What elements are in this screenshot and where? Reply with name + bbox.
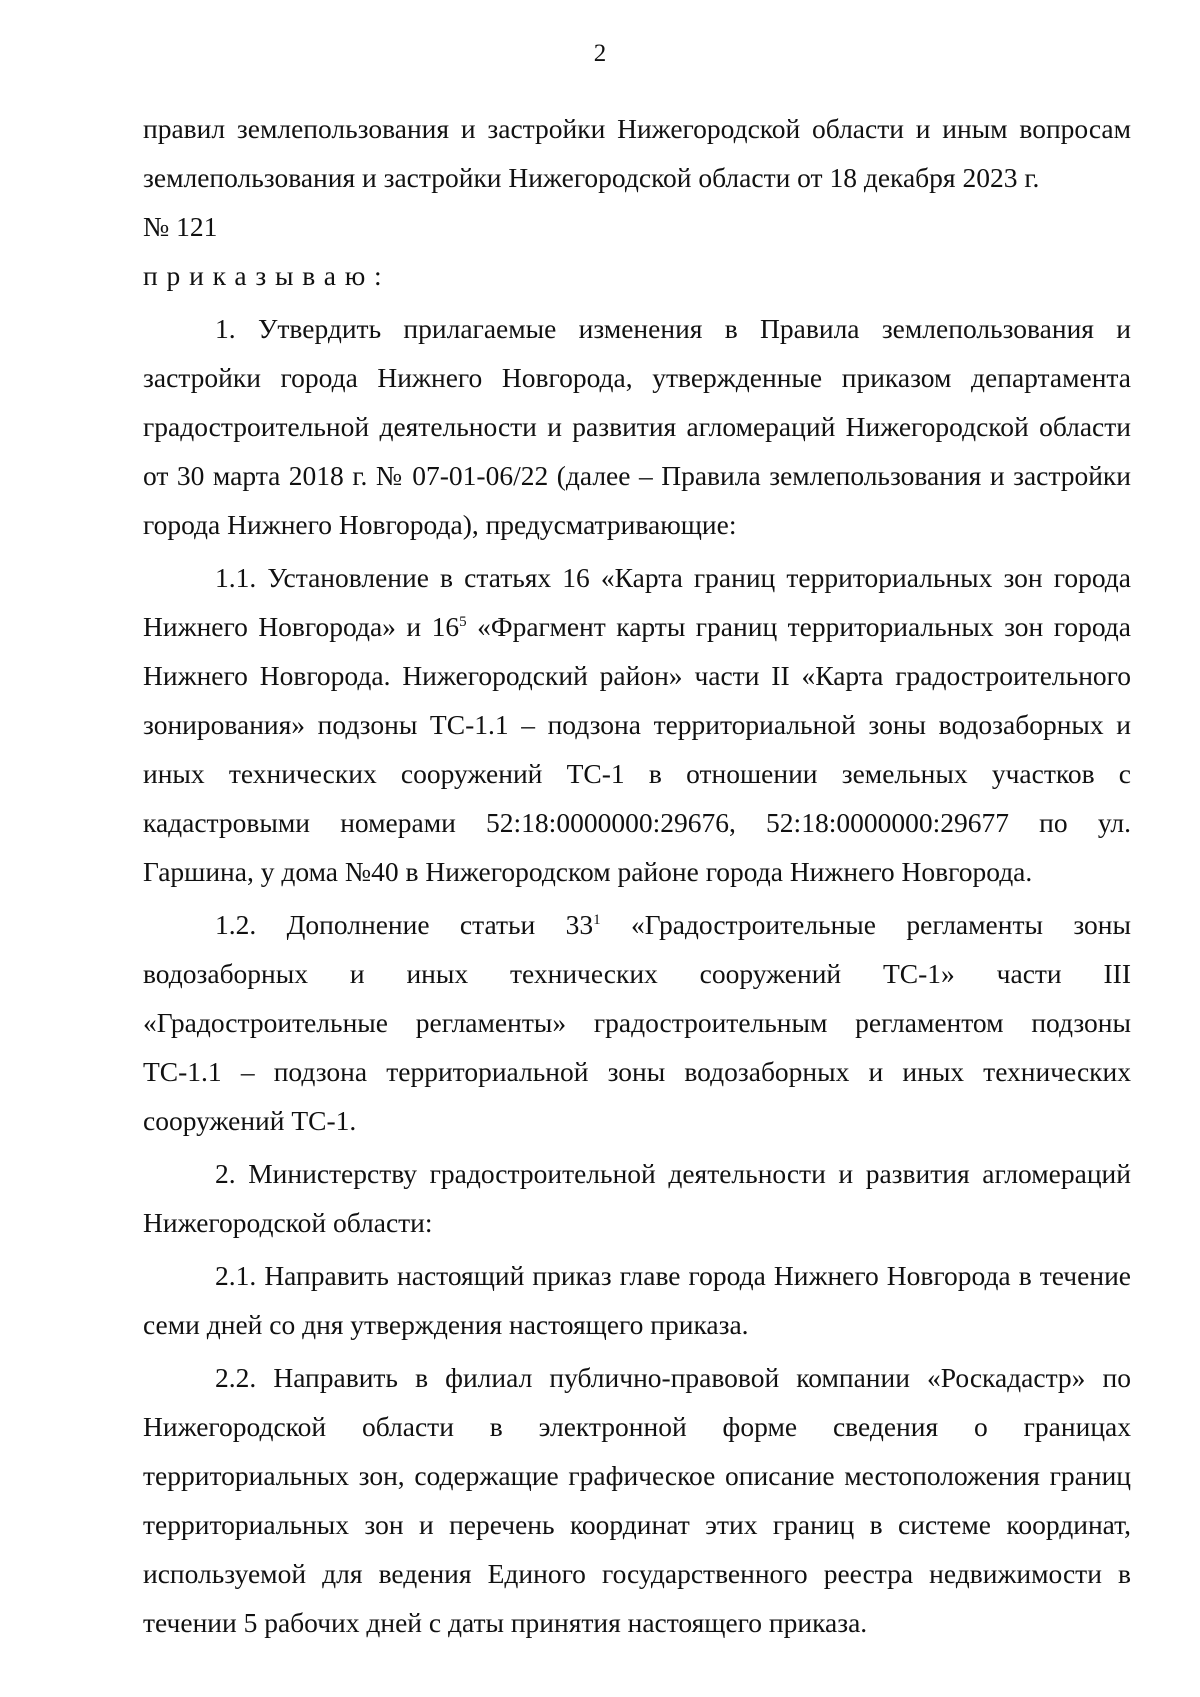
clause-1: 1. Утвердить прилагаемые изменения в Правила землепользования и застройки города Нижнего Новгорода, утвержденные приказом департамента градостроительной деятельности и развития агломераций Нижегородской области от 30 марта 2018 г. № 07-01-06/22 (далее – Правила землепользования и застройки города Нижнего Новгорода), предусматривающие:: [143, 313, 1131, 540]
clause-1-1: [143, 553, 1131, 896]
clause-1-1-superscript: 5: [459, 613, 467, 630]
decree-word: приказываю:: [143, 260, 391, 291]
intro-paragraph: правил землепользования и застройки Нижегородской области и иным вопросам землепользования и застройки Нижегородской области от 18 декабря 2023 г.: [143, 113, 1131, 193]
clause-1-2-text-a: 1.2. Дополнение статьи 33: [215, 909, 594, 940]
clause-1-2-text-b: «Градостроительные регламенты зоны водозаборных и иных технических сооружений ТС-1» части III «Градостроительные регламенты» градостроительным регламентом подзоны ТС-1.1 – подзона территориальной зоны водозаборных и иных технических сооружений ТС-1.: [143, 909, 1131, 1136]
clause-2: 2. Министерству градостроительной деятельности и развития агломераций Нижегородской области:: [143, 1158, 1131, 1238]
clause-2-1: 2.1. Направить настоящий приказ главе города Нижнего Новгорода в течение семи дней со дня утверждения настоящего приказа.: [143, 1260, 1131, 1340]
clause-1-1-text-b: «Фрагмент карты границ территориальных зон города Нижнего Новгорода. Нижегородский район» части II «Карта градостроительного зонирования» подзоны ТС-1.1 – подзона территориальной зоны водозаборных и иных технических сооружений ТС-1 в отношении земельных участков с кадастровыми номерами 52:18:0000000:29676, 52:18:0000000:29677 по ул. Гаршина, у дома №40 в Нижегородском районе города Нижнего Новгорода.: [143, 611, 1132, 887]
clause-2-2: 2.2. Направить в филиал публично-правовой компании «Роскадастр» по Нижегородской области в электронной форме сведения о границах территориальных зон, содержащие графическое описание местоположения границ территориальных зон и перечень координат этих границ в системе координат, используемой для ведения Единого государственного реестра недвижимости в течении 5 рабочих дней с даты принятия настоящего приказа.: [143, 1362, 1131, 1638]
clause-1-2-superscript: 1: [593, 911, 601, 928]
document-body: [143, 104, 1131, 1647]
clause-1-1-text-a: 1.1. Установление в статьях 16 «Карта границ территориальных зон города Нижнего Новгорода» и 16: [143, 562, 1131, 642]
order-number: № 121: [143, 211, 218, 242]
clause-1-2: [143, 900, 1131, 1145]
page-number: 2: [593, 40, 607, 67]
